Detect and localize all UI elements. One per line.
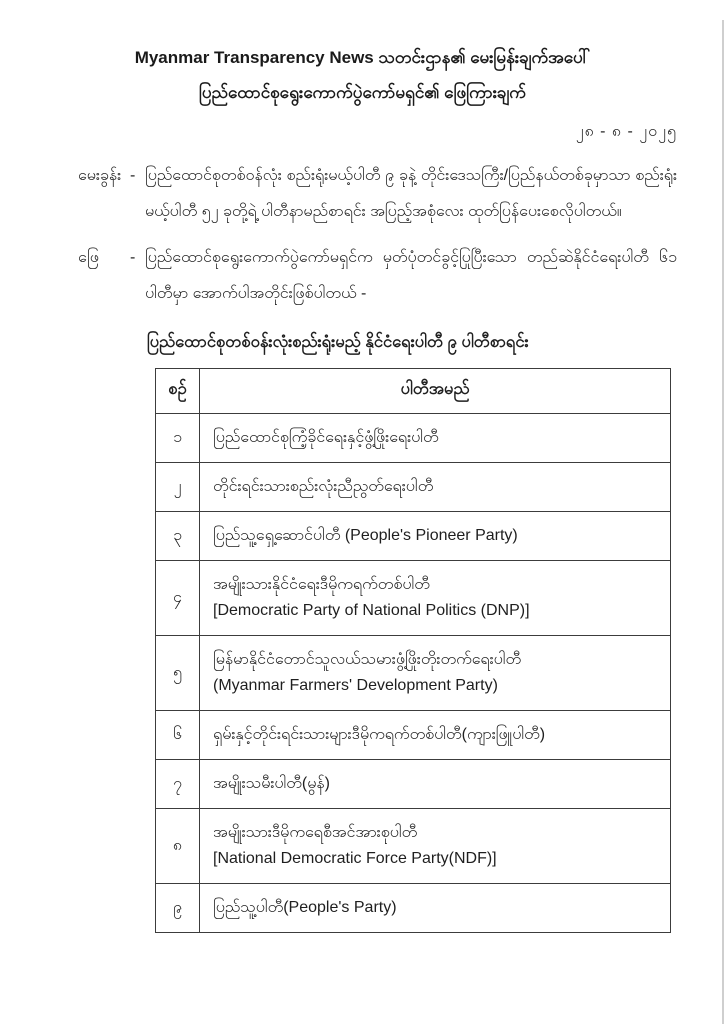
party-name-cell [200,463,671,512]
document-header [0,0,725,144]
row-number: ၈ [156,809,200,884]
row-number: ၁ [156,414,200,463]
party-name-cell [200,512,671,561]
party-name-cell [200,760,671,809]
table-row [156,636,671,711]
row-number: ၆ [156,711,200,760]
table-row [156,809,671,884]
party-name-burmese: ပြည်သူ့ပါတီ(People's Party) [213,899,397,916]
document-title-line1: Myanmar Transparency News သတင်းဌာန၏ မေးမြန်းချက်အပေါ် [134,48,591,67]
column-header-number: စဉ် [156,369,200,414]
scan-edge-artifact [722,20,724,1024]
answer-label: ဖြေ [78,249,99,266]
party-name-cell [200,561,671,636]
party-name-burmese: ပြည်ထောင်စုကြံ့ခိုင်ရေးနှင့်ဖွံ့ဖြိုးရေးပါတီ [213,429,439,446]
row-number: ၂ [156,463,200,512]
party-name-cell [200,414,671,463]
answer-block [78,240,677,312]
party-table-title: ပြည်ထောင်စုတစ်ဝန်းလုံးစည်းရုံးမည့် နိုင်ငံရေးပါတီ ၉ ပါတီစာရင်း [147,333,529,351]
document-date: ၂၈ - ၈ - ၂၀၂၅ [575,123,677,140]
party-name-english: (Myanmar Farmers' Development Party) [213,677,498,694]
party-name-burmese: ရှမ်းနှင့်တိုင်းရင်းသားများဒီမိုကရက်တစ်ပါတီ(ကျားဖြူပါတီ) [213,726,546,743]
table-row [156,760,671,809]
party-name-burmese: ပြည်သူ့ရှေ့ဆောင်ပါတီ (People's Pioneer Party) [213,527,518,544]
party-name-cell [200,809,671,884]
party-name-english: [National Democratic Force Party(NDF)] [213,850,497,867]
table-row [156,463,671,512]
answer-separator: - [130,249,136,266]
table-row [156,884,671,933]
row-number: ၃ [156,512,200,561]
answer-text: ပြည်ထောင်စုရွေးကောက်ပွဲကော်မရှင်က မှတ်ပုံတင်ခွင့်ပြုပြီးသော တည်ဆဲနိုင်ငံရေးပါတီ ၆၁ ပါတီမှာ အောက်ပါအတိုင်းဖြစ်ပါတယ် - [145,249,677,302]
row-number: ၉ [156,884,200,933]
party-table [155,368,671,933]
party-table-body [156,414,671,933]
table-row [156,711,671,760]
party-name-cell [200,636,671,711]
table-row [156,561,671,636]
question-label: မေးခွန်း [78,167,122,184]
question-block [78,158,677,230]
party-name-burmese: တိုင်းရင်းသားစည်းလုံးညီညွတ်ရေးပါတီ [213,478,434,495]
table-row [156,512,671,561]
row-number: ၅ [156,636,200,711]
party-name-burmese: အမျိုးသားဒီမိုကရေစီအင်အားစုပါတီ [213,824,418,841]
column-header-party-name: ပါတီအမည် [200,369,671,414]
party-name-cell [200,884,671,933]
party-name-cell [200,711,671,760]
party-name-burmese: အမျိုးသမီးပါတီ(မွန်) [213,775,330,792]
party-table-header-row [156,369,671,414]
table-row [156,414,671,463]
document-title-line2: ပြည်ထောင်စုရွေးကောက်ပွဲကော်မရှင်၏ ဖြေကြားချက် [199,83,526,102]
party-name-english: [Democratic Party of National Politics (DNP)] [213,602,530,619]
party-name-burmese: မြန်မာနိုင်ငံတောင်သူလယ်သမားဖွံ့ဖြိုးတိုးတက်ရေးပါတီ [213,651,522,668]
row-number: ၇ [156,760,200,809]
question-separator: - [130,167,136,184]
party-name-burmese: အမျိုးသားနိုင်ငံရေးဒီမိုကရက်တစ်ပါတီ [213,576,430,593]
question-text: ပြည်ထောင်စုတစ်ဝန်လုံး စည်းရုံးမယ့်ပါတီ ၉ ခုနဲ့ တိုင်းဒေသကြီး/ပြည်နယ်တစ်ခုမှာသာ စည်းရုံးမယ့်ပါတီ ၅၂ ခုတို့ရဲ့ ပါတီနာမည်စာရင်း အပြည့်အစုံလေး ထုတ်ပြန်ပေးစေလိုပါတယ်။ [145,167,677,220]
row-number: ၄ [156,561,200,636]
